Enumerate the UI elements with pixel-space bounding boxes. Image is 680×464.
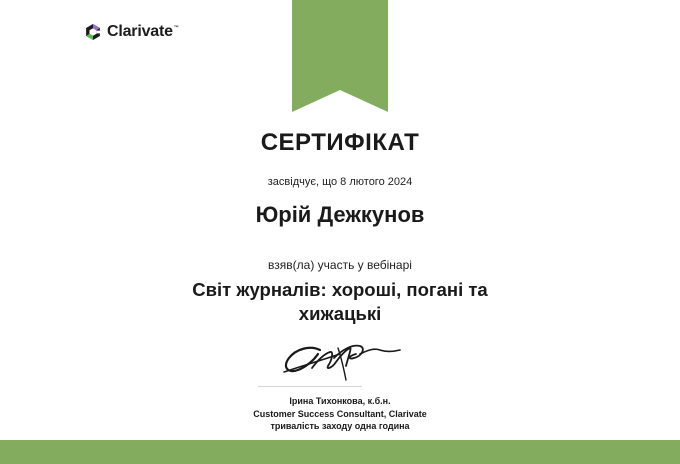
ribbon-decoration: [292, 0, 388, 112]
footer-bar: [0, 440, 680, 464]
handwritten-signature: [276, 336, 404, 382]
certificate-title: СЕРТИФІКАТ: [260, 129, 420, 156]
certifies-date: засвідчує, що 8 лютого 2024: [267, 176, 413, 188]
clarivate-logo: [84, 22, 179, 42]
logo-wordmark: Clarivate™: [107, 23, 179, 40]
signatory-role: Customer Success Consultant, Clarivate: [253, 408, 427, 419]
recipient-name: Юрій Дежкунов: [255, 202, 425, 227]
clarivate-mark-icon: [84, 23, 102, 41]
participation-text: взяв(ла) участь у вебінарі: [268, 258, 412, 272]
event-duration: тривалість заходу одна година: [270, 421, 410, 431]
webinar-title: Світ журналів: хороші, погані та хижацькі: [192, 279, 488, 324]
signatory-block: [0, 395, 680, 433]
signatory-name: Ірина Тихонкова, к.б.н.: [289, 396, 391, 406]
signature-line: [258, 386, 362, 387]
